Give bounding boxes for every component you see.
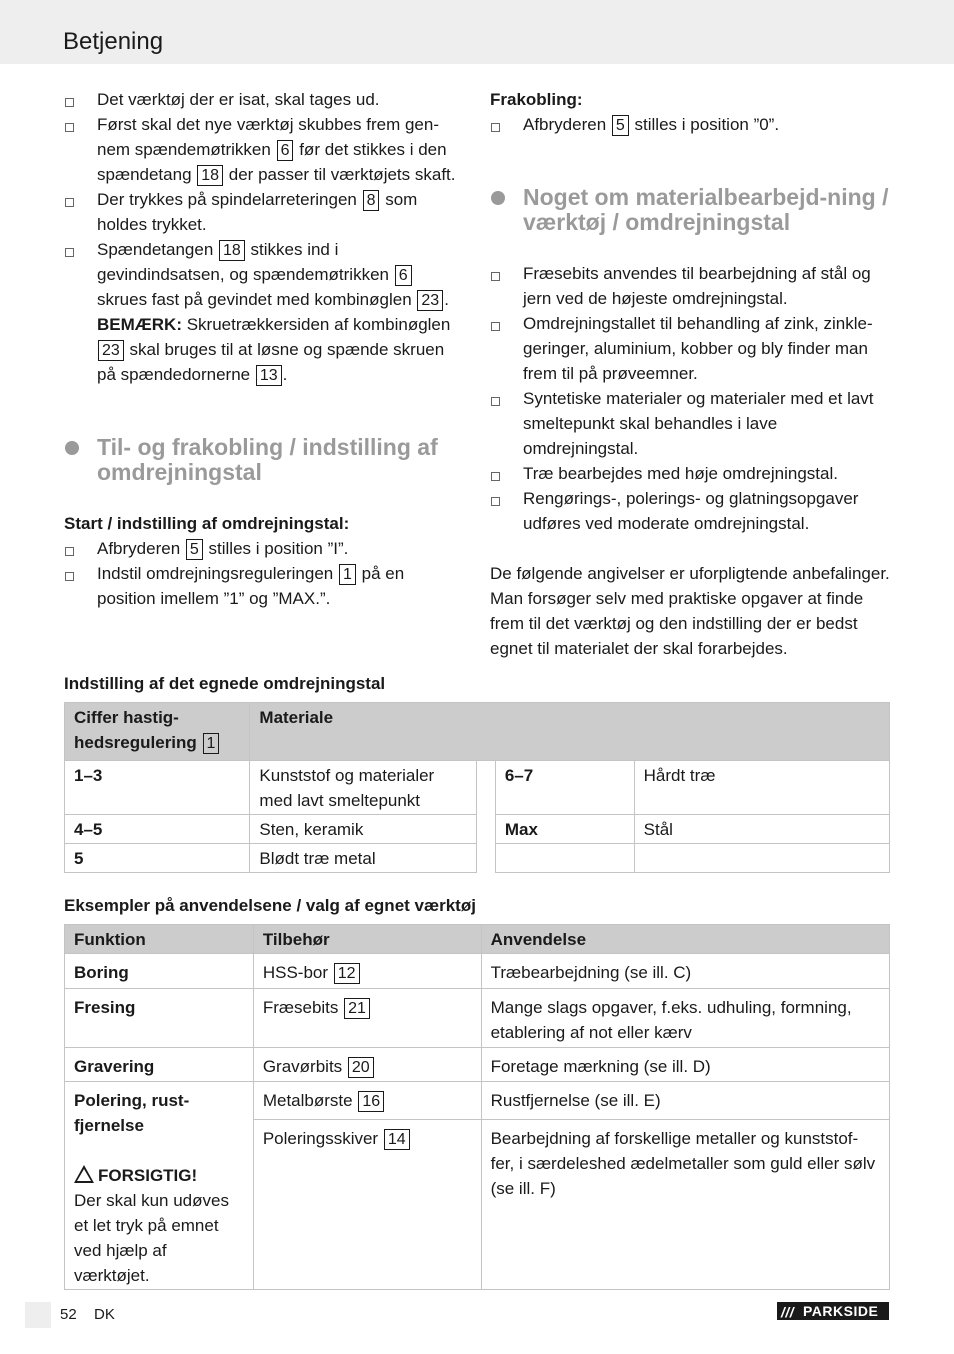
ref-box: 23 <box>98 340 124 361</box>
text-run: stikkes ind i gevindindsatsen, og spændemøtrikken <box>97 240 394 284</box>
section-title-switching: Til- og frakobling / indstilling af omdrejningstal <box>64 435 464 485</box>
examples-table-title: Eksempler på anvendelsene / valg af egnet værktøj <box>64 896 476 915</box>
use-cell: Foretage mærkning (se ill. D) <box>481 1048 889 1082</box>
page-number: 52 <box>60 1306 77 1323</box>
text-run: skal bruges til at løsne og spænde skruen på spændedornerne <box>97 340 445 384</box>
text-run: Skruetrækkersiden af kombinøglen <box>182 315 451 334</box>
note-label: BEMÆRK: <box>97 315 182 334</box>
logo-stripes-icon: /// <box>781 1304 795 1320</box>
parkside-logo <box>777 1302 889 1320</box>
text-run: på en position imellem ”1” og ”MAX.”. <box>97 564 405 608</box>
speed-digit <box>495 844 634 873</box>
examples-header-use: Anvendelse <box>481 925 889 954</box>
left-column <box>64 87 464 611</box>
function-cell: Boring <box>65 954 254 989</box>
text-run: Spændetangen <box>97 240 218 259</box>
table-row <box>65 815 890 844</box>
table-row <box>65 954 890 989</box>
list-item: Fræsebits anvendes til bearbejdning af stål og jern ved de højeste omdrejningstal. <box>490 261 890 311</box>
text-run: Der trykkes på spindelarreteringen <box>97 190 362 209</box>
text-run: som holdes trykket. <box>97 190 418 234</box>
ref-box: 20 <box>348 1057 374 1078</box>
ref-box: 13 <box>256 365 282 386</box>
table-row <box>65 844 890 873</box>
logo-text: PARKSIDE <box>803 1303 879 1319</box>
speed-digit: Max <box>495 815 634 844</box>
page-header <box>0 0 954 64</box>
speed-material: Sten, keramik <box>250 815 476 844</box>
section-title-materials: Noget om materialbearbejd-ning / værktøj / omdrejningstal <box>490 185 890 235</box>
note-paragraph <box>64 312 464 387</box>
examples-header-accessory: Tilbehør <box>253 925 481 954</box>
accessory-name: Poleringsskiver <box>262 1129 379 1149</box>
list-item <box>490 112 890 137</box>
list-item <box>64 87 464 112</box>
use-cell: Rustfjernelse (se ill. E) <box>481 1082 889 1120</box>
list-item <box>64 561 464 611</box>
ref-box: 1 <box>203 733 220 754</box>
speed-header-digit: Ciffer hastig-hedsregulering 1 <box>65 703 250 761</box>
accessory-cell <box>253 1120 481 1290</box>
page-title: Betjening <box>63 28 164 55</box>
ref-box: 23 <box>417 290 443 311</box>
column-gap <box>476 844 495 873</box>
speed-digit: 6–7 <box>495 761 634 815</box>
text-run: stilles i position ”0”. <box>629 115 780 134</box>
ref-box: 21 <box>344 998 370 1019</box>
ref-box: 14 <box>384 1129 410 1150</box>
list-item: Træ bearbejdes med høje omdrejningstal. <box>490 461 890 486</box>
stop-heading: Frakobling: <box>490 90 583 109</box>
caution-label: FORSIGTIG! <box>98 1166 198 1185</box>
accessory-cell <box>253 1082 481 1120</box>
speed-digit: 5 <box>65 844 250 873</box>
ref-box: 1 <box>339 564 356 585</box>
caution-text: Der skal kun udøves et let tryk på emnet ved hjælp af værktøjet. <box>74 1191 229 1285</box>
table-row <box>65 1082 890 1120</box>
ref-box: 8 <box>363 190 380 211</box>
text-run: før det stikkes i den spændetang <box>97 140 447 184</box>
use-cell: Bearbejdning af forskellige metaller og kunststof-fer, i særdeleshed ædelmetaller som guld eller sølv (se ill. F) <box>481 1120 889 1290</box>
function-cell <box>65 1082 254 1290</box>
ref-box: 5 <box>612 115 629 136</box>
column-gap <box>476 761 495 815</box>
speed-material <box>634 844 889 873</box>
right-column <box>490 87 890 661</box>
speed-material: Blødt træ metal <box>250 844 476 873</box>
accessory-cell <box>253 954 481 989</box>
accessory-cell <box>253 989 481 1048</box>
accessory-name: Fræsebits <box>262 998 339 1017</box>
page-number-marker <box>25 1302 51 1328</box>
accessory-name: HSS-bor <box>262 963 329 982</box>
accessory-cell <box>253 1048 481 1082</box>
speed-header-material: Materiale <box>250 703 890 761</box>
list-item: Syntetiske materialer og materialer med et lavt smeltepunkt skal behandles i lave omdrejningstal. <box>490 386 890 461</box>
accessory-name: Gravørbits <box>262 1057 343 1076</box>
text-run: . <box>282 365 288 384</box>
table-row <box>65 1048 890 1082</box>
stop-steps-list <box>490 112 890 137</box>
text-run: der passer til værktøjets skaft. <box>224 165 456 184</box>
examples-table <box>64 924 890 1290</box>
recommendation-paragraph: De følgende angivelser er uforpligtende anbefalinger. Man forsøger selv med praktiske opgaver at finde frem til det værktøj og den indstilling der er bedst egnet til materialet der skal forarbejdes. <box>490 564 890 658</box>
use-cell: Mange slags opgaver, f.eks. udhuling, formning, etablering af not eller kærv <box>481 989 889 1048</box>
text-run: . <box>444 290 449 309</box>
function-name: Polering, rust-fjernelse <box>74 1091 190 1135</box>
start-steps-list <box>64 536 464 611</box>
table-row <box>65 761 890 815</box>
text-run: Det værktøj der er isat, skal tages ud. <box>97 90 380 109</box>
ref-box: 18 <box>219 240 245 261</box>
text-run: Afbryderen <box>523 115 611 134</box>
list-item <box>64 112 464 187</box>
speed-digit: 4–5 <box>65 815 250 844</box>
assembly-steps-list <box>64 87 464 312</box>
list-item <box>64 187 464 237</box>
table-row <box>65 989 890 1048</box>
materials-list <box>490 261 890 536</box>
ref-box: 12 <box>334 963 360 984</box>
speed-material: Stål <box>634 815 889 844</box>
speed-table-title: Indstilling af det egnede omdrejningstal <box>64 674 386 693</box>
list-item: Rengørings-, polerings- og glatningsopgaver udføres ved moderate omdrejningstal. <box>490 486 890 536</box>
speed-table <box>64 702 890 873</box>
examples-header-function: Funktion <box>65 925 254 954</box>
function-cell: Gravering <box>65 1048 254 1082</box>
language-code: DK <box>94 1306 115 1323</box>
list-item: Omdrejningstallet til behandling af zink, zinkle-geringer, aluminium, kobber og bly finder man frem til på prøveemner. <box>490 311 890 386</box>
speed-material: Kunststof og materialer med lavt smeltepunkt <box>250 761 476 815</box>
text-run: Indstil omdrejningsreguleringen <box>97 564 338 583</box>
warning-icon <box>74 1165 94 1183</box>
ref-box: 16 <box>358 1091 384 1112</box>
start-heading: Start / indstilling af omdrejningstal: <box>64 514 350 533</box>
ref-box: 6 <box>277 140 294 161</box>
text-run: Afbryderen <box>97 539 185 558</box>
ref-box: 18 <box>197 165 223 186</box>
list-item <box>64 237 464 312</box>
text-run: stilles i position ”I”. <box>203 539 349 558</box>
function-cell: Fresing <box>65 989 254 1048</box>
speed-digit: 1–3 <box>65 761 250 815</box>
list-item <box>64 536 464 561</box>
ref-box: 6 <box>395 265 412 286</box>
column-gap <box>476 815 495 844</box>
accessory-name: Metalbørste <box>262 1091 353 1110</box>
text-run: skrues fast på gevindet med kombinøglen <box>97 290 417 309</box>
use-cell: Træbearbejdning (se ill. C) <box>481 954 889 989</box>
speed-material: Hårdt træ <box>634 761 889 815</box>
text-run: Først skal det nye værktøj skubbes frem gen-nem spændemøtrikken <box>97 115 439 159</box>
ref-box: 5 <box>186 539 203 560</box>
